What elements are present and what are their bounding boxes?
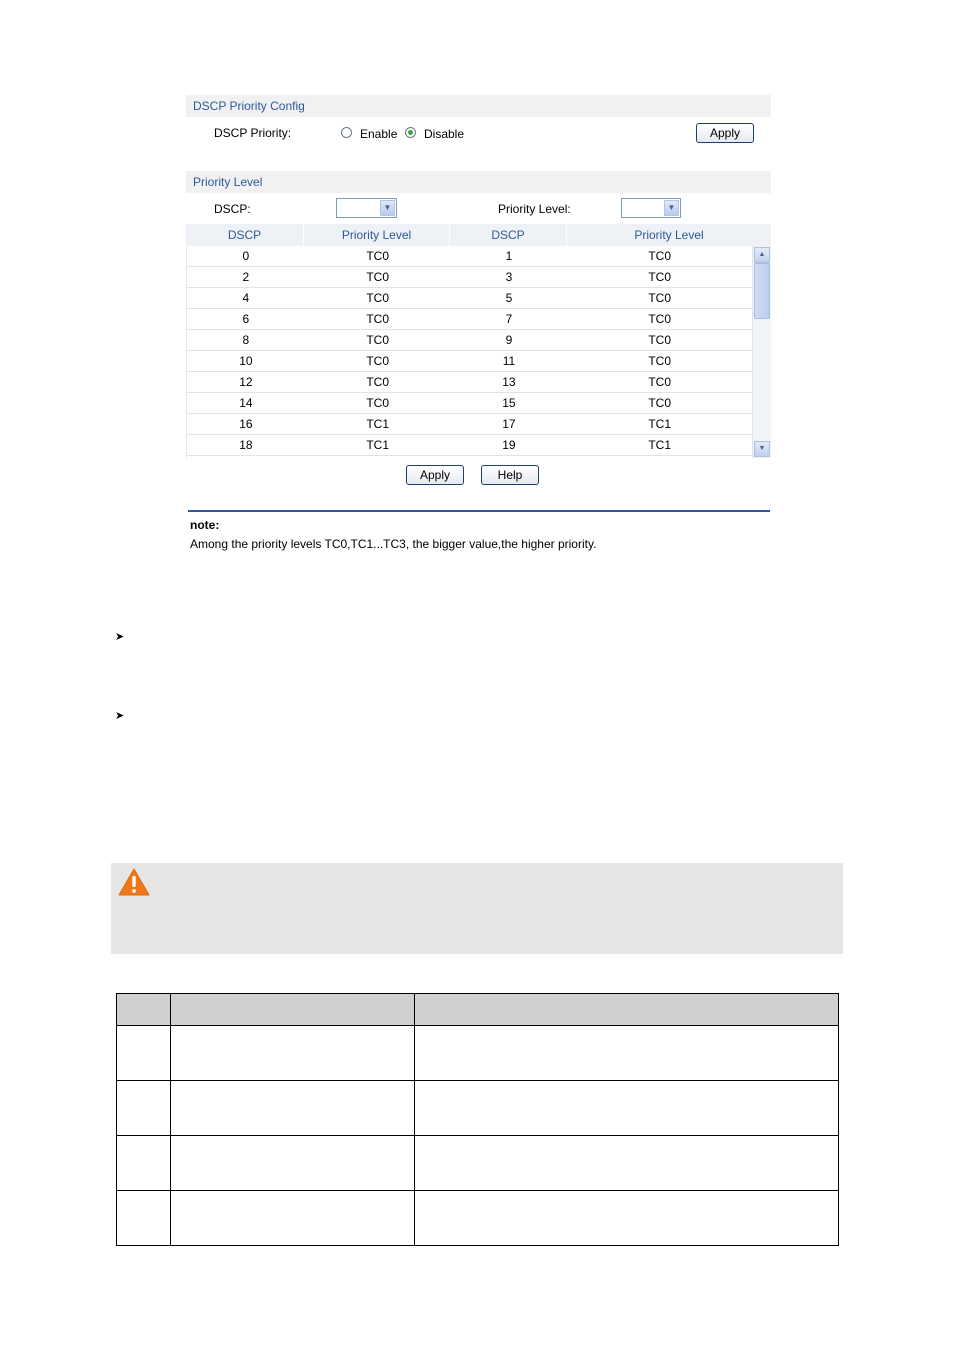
bullet-arrow-icon: ➤ [115,710,125,722]
table-row[interactable] [187,435,752,456]
table-row [117,1136,839,1191]
column-header-priority-level: Priority Level [304,224,450,246]
cell-dscp: 11 [502,354,516,368]
enable-label: Enable [360,127,398,141]
table-row[interactable] [187,246,752,267]
warning-triangle-icon [117,867,151,897]
table-row [117,1191,839,1246]
cell-dscp: 3 [505,270,513,284]
table-row[interactable] [187,351,752,372]
dscp-table-header [186,224,771,246]
cell-dscp: 5 [505,291,513,305]
help-button[interactable]: Help [481,465,539,485]
cell-dscp: 18 [239,438,253,452]
table-row[interactable] [187,309,752,330]
cell-priority-level: TC0 [366,354,389,368]
dscp-select[interactable] [336,198,397,218]
column-header-priority-level: Priority Level [634,228,704,242]
cell-dscp: 14 [239,396,253,410]
cell-priority-level: TC1 [366,417,389,431]
dscp-config-apply-button[interactable]: Apply [696,123,754,143]
chevron-down-icon: ▼ [380,200,395,216]
note-title: note: [190,518,220,532]
dscp-table-body[interactable] [186,246,752,458]
table-row[interactable] [187,393,752,414]
cell-priority-level: TC0 [648,333,671,347]
table-row[interactable] [187,288,752,309]
cell-dscp: 0 [242,249,250,263]
cell-dscp: 8 [242,333,250,347]
cell-dscp: 12 [239,375,253,389]
cell-priority-level: TC0 [648,291,671,305]
scroll-down-icon[interactable]: ▼ [754,441,770,457]
bullet-arrow-icon: ➤ [115,631,125,643]
cell-priority-level: TC0 [648,354,671,368]
cell-priority-level: TC0 [648,270,671,284]
cell-priority-level: TC1 [366,438,389,452]
table-row[interactable] [187,330,752,351]
table-header-row [117,994,839,1026]
cell-priority-level: TC0 [648,375,671,389]
table-row[interactable] [187,267,752,288]
cell-dscp: 19 [502,438,516,452]
cell-dscp: 6 [242,312,250,326]
dscp-priority-label: DSCP Priority: [214,126,292,140]
cell-priority-level: TC0 [366,396,389,410]
cell-priority-level: TC0 [366,375,389,389]
column-header-dscp: DSCP [186,224,304,246]
column-header-dscp: DSCP [450,224,567,246]
cell-dscp: 2 [242,270,250,284]
enable-radio[interactable] [341,127,352,138]
priority-level-select[interactable] [621,198,681,218]
cell-priority-level: TC1 [648,417,671,431]
cell-priority-level: TC0 [648,249,671,263]
dscp-priority-config-header: DSCP Priority Config [186,95,771,117]
document-table [116,993,839,1246]
cell-dscp: 4 [242,291,250,305]
table-row[interactable] [187,372,752,393]
cell-dscp: 17 [502,417,516,431]
cell-priority-level: TC0 [366,249,389,263]
note-divider [188,510,770,512]
cell-priority-level: TC1 [648,438,671,452]
cell-priority-level: TC0 [366,291,389,305]
cell-dscp: 15 [502,396,516,410]
priority-level-header: Priority Level [186,171,771,193]
table-row[interactable] [187,414,752,435]
dscp-select-label: DSCP: [214,202,251,216]
disable-label: Disable [424,127,465,141]
cell-priority-level: TC0 [648,396,671,410]
cell-priority-level: TC0 [366,312,389,326]
cell-dscp: 16 [239,417,253,431]
priority-level-select-label: Priority Level: [498,202,571,216]
cell-dscp: 10 [239,354,253,368]
note-text: Among the priority levels TC0,TC1...TC3, the bigger value,the higher priority. [190,537,597,551]
warning-box [111,863,843,954]
cell-priority-level: TC0 [366,270,389,284]
cell-dscp: 13 [502,375,516,389]
table-scrollbar[interactable] [752,246,771,458]
scroll-up-icon[interactable]: ▲ [754,247,770,263]
cell-dscp: 7 [505,312,513,326]
cell-priority-level: TC0 [648,312,671,326]
table-row [117,1026,839,1081]
cell-priority-level: TC0 [366,333,389,347]
table-row [117,1081,839,1136]
apply-button[interactable]: Apply [406,465,464,485]
disable-radio[interactable] [405,127,416,138]
cell-dscp: 9 [505,333,513,347]
chevron-down-icon: ▼ [664,200,679,216]
scroll-thumb[interactable] [754,263,770,319]
cell-dscp: 1 [505,249,513,263]
